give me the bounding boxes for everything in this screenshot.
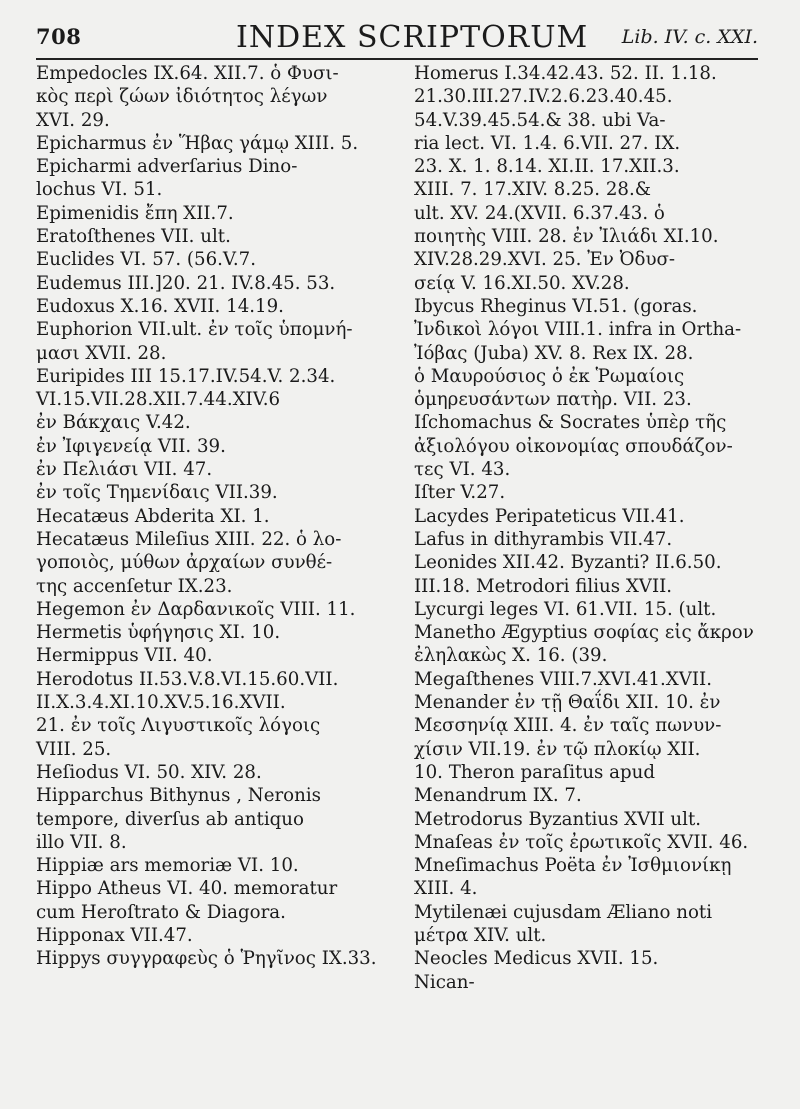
index-entry-line: ἀξιολόγου οἰκονομίας σπουδάζον- — [414, 435, 733, 457]
index-entry-line: XIII. 4. — [414, 878, 478, 900]
index-entry-line: της accenſetur IX.23. — [36, 575, 233, 597]
index-entry-line: ἐν Ἰφιγενείᾳ VII. 39. — [36, 435, 226, 457]
right-column — [414, 62, 764, 994]
index-entry-line: ποιητὴς VIII. 28. ἐν Ἰλιάδι XI.10. — [414, 226, 719, 248]
index-entry-line: Lycurgi leges VI. 61.VII. 15. (ult. — [414, 598, 717, 620]
index-entry-line: ult. XV. 24.(XVII. 6.37.43. ὁ — [414, 202, 665, 224]
index-entry-line: Eudoxus X.16. XVII. 14.19. — [36, 295, 284, 317]
index-entry-line: Mnaſeas ἐν τοῖς ἐρωτικοῖς XVII. 46. — [414, 831, 749, 853]
index-entry-line: tempore, diverſus ab antiquo — [36, 808, 304, 830]
index-entry-line: Ibycus Rheginus VI.51. (goras. — [414, 295, 698, 317]
index-entry-line: ria lect. VI. 1.4. 6.VII. 27. IX. — [414, 132, 681, 154]
index-entry-line: III.18. Metrodori filius XVII. — [414, 575, 673, 597]
index-entry-line: 10. Theron paraſitus apud — [414, 761, 656, 783]
index-entry-line: ἐν Πελιάσι VII. 47. — [36, 459, 213, 481]
index-entry-line: Epicharmi adverſarius Dino- — [36, 156, 298, 178]
index-entry-line: τες VI. 43. — [414, 459, 511, 481]
index-entry-line: Menander ἐν τῇ Θαΐδι XII. 10. ἐν — [414, 692, 721, 714]
index-entry-line: Hipponax VII.47. — [36, 924, 193, 946]
index-entry-line: Neocles Medicus XVII. 15. — [414, 948, 659, 970]
index-entry-line: XVI. 29. — [36, 109, 110, 131]
index-entry-line: VI.15.VII.28.XII.7.44.XIV.6 — [36, 389, 281, 411]
book-chapter-reference: Lib. IV. c. XXI. — [621, 26, 758, 48]
index-entry-line: XIV.28.29.XVI. 25. Ἐν Ὀδυσ- — [414, 249, 676, 271]
index-entry-line: Hippiæ ars memoriæ VI. 10. — [36, 855, 299, 877]
header-rule — [36, 58, 758, 60]
left-column — [36, 62, 386, 971]
index-entry-line: Menandrum IX. 7. — [414, 785, 582, 807]
index-entry-line: ὁ Μαυρούσιος ὁ ἐκ Ῥωμαίοις — [414, 365, 685, 387]
index-entry-line: κὸς περὶ ζώων ἰδιότητος λέγων — [36, 86, 328, 108]
index-entry-line: Lafus in dithyrambis VII.47. — [414, 528, 673, 550]
index-entry-line: ἐν τοῖς Τημενίδαις VII.39. — [36, 482, 278, 504]
index-entry-line: Eudemus III.]20. 21. IV.8.45. 53. — [36, 272, 336, 294]
index-entry-line: χίσιν VII.19. ἐν τῷ πλοκίῳ XII. — [414, 738, 701, 760]
index-entry-line: Manetho Ægyptius σοφίας εἰς ἄκρον — [414, 622, 754, 644]
index-entry-line: 21.30.III.27.IV.2.6.23.40.45. — [414, 86, 673, 108]
running-head: INDEX SCRIPTORUM — [236, 20, 589, 55]
index-entry-line: Euphorion VII.ult. ἐν τοῖς ὑπομνή- — [36, 319, 353, 341]
index-entry-line: VIII. 25. — [36, 738, 112, 760]
index-entry-line: Mneſimachus Poëta ἐν Ἰσθμιονίκῃ — [414, 855, 732, 877]
index-entry-line: Euripides III 15.17.IV.54.V. 2.34. — [36, 365, 336, 387]
index-entry-line: Homerus I.34.42.43. 52. II. 1.18. — [414, 63, 717, 84]
index-entry-line: Hipparchus Bithynus , Neronis — [36, 785, 321, 807]
index-entry-line: II.X.3.4.XI.10.XV.5.16.XVII. — [36, 692, 286, 714]
index-entry-line: ὁμηρευσάντων πατὴρ. VII. 23. — [414, 389, 692, 411]
index-entry-line: Herodotus II.53.V.8.VI.15.60.VII. — [36, 668, 339, 690]
index-entry-line: Μεσσηνίᾳ XIII. 4. ἐν ταῖς πωνυν- — [414, 715, 722, 737]
index-entry-line: Ἰνδικοὶ λόγοι VIII.1. infra in Ortha- — [414, 319, 742, 341]
index-entry-line: Empedocles IX.64. XII.7. ὁ Φυσι- — [36, 63, 339, 84]
page-header — [36, 14, 758, 60]
index-entry-line: Metrodorus Byzantius XVII ult. — [414, 808, 702, 830]
index-entry-line: Hecatæus Abderita XI. 1. — [36, 505, 270, 527]
index-entry-line: Iſchomachus & Socrates ὑπὲρ τῆς — [414, 412, 727, 434]
index-entry-line: Hermetis ὑφήγησις XI. 10. — [36, 622, 281, 644]
index-entry-line: γοποιὸς, μύθων ἀρχαίων συνθέ- — [36, 552, 333, 574]
index-entry-line: cum Heroſtrato & Diagora. — [36, 901, 286, 923]
index-entry-line: Mytilenæi cujusdam Æliano noti — [414, 901, 713, 923]
index-entry-line: Leonides XII.42. Byzanti? II.6.50. — [414, 552, 722, 574]
index-entry-line: illo VII. 8. — [36, 831, 127, 853]
index-entry-line: Hermippus VII. 40. — [36, 645, 213, 667]
index-entry-line: 54.V.39.45.54.& 38. ubi Va- — [414, 109, 666, 131]
index-entry-line: ἐν Βάκχαις V.42. — [36, 412, 191, 434]
index-entry-line: Epicharmus ἐν Ἥβας γάμῳ XIII. 5. — [36, 132, 359, 154]
index-entry-line: Megaſthenes VIII.7.XVI.41.XVII. — [414, 668, 713, 690]
index-entry-line: 23. X. 1. 8.14. XI.II. 17.XII.3. — [414, 156, 680, 178]
index-entry-line: XIII. 7. 17.XIV. 8.25. 28.& — [414, 179, 651, 201]
index-entry-line: Hecatæus Mileſius XIII. 22. ὁ λο- — [36, 528, 342, 550]
index-entry-line: Heſiodus VI. 50. XIV. 28. — [36, 761, 262, 783]
index-entry-line: Iſter V.27. — [414, 482, 506, 504]
index-entry-line: Nican- — [414, 971, 475, 993]
index-entry-line: Hippo Atheus VI. 40. memoratur — [36, 878, 338, 900]
index-entry-line: μέτρα XIV. ult. — [414, 924, 547, 946]
index-entry-line: Hegemon ἐν Δαρδανικοῖς VIII. 11. — [36, 598, 356, 620]
index-entry-line: 21. ἐν τοῖς Λιγυστικοῖς λόγοις — [36, 715, 321, 737]
page-number: 708 — [36, 24, 82, 49]
index-entry-line: Ἰόβας (Juba) XV. 8. Rex IX. 28. — [414, 342, 694, 364]
index-entry-line: Epimenidis ἔπη XII.7. — [36, 202, 234, 224]
index-entry-line: ἐληλακὼς X. 16. (39. — [414, 645, 608, 667]
index-entry-line: μασι XVII. 28. — [36, 342, 167, 364]
index-entry-line: Lacydes Peripateticus VII.41. — [414, 505, 685, 527]
index-entry-line: lochus VI. 51. — [36, 179, 163, 201]
index-entry-line: Hippys συγγραφεὺς ὁ Ῥηγῖνος IX.33. — [36, 948, 377, 970]
index-entry-line: Eratoſthenes VII. ult. — [36, 226, 231, 248]
index-entry-line: σείᾳ V. 16.XI.50. XV.28. — [414, 272, 630, 294]
index-entry-line: Euclides VI. 57. (56.V.7. — [36, 249, 257, 271]
